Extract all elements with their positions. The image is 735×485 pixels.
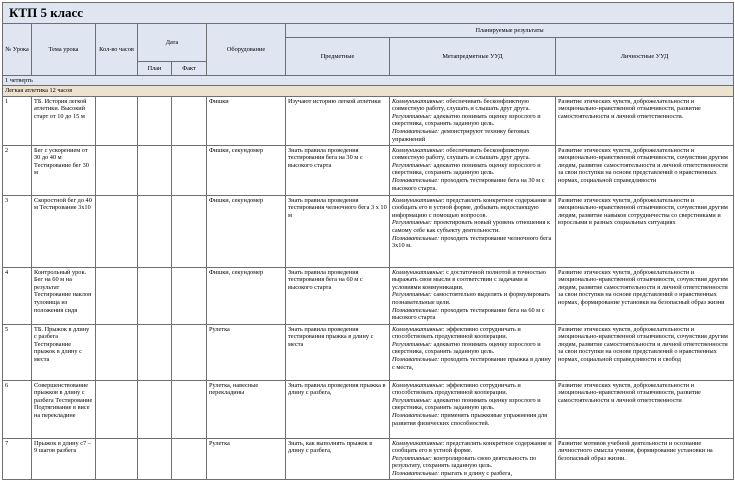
lesson-date-fact [172, 380, 207, 438]
uud-text: эффективно сотрудничать и способствовать продуктивной кооперации. [392, 381, 521, 397]
lesson-num: 5 [3, 324, 32, 380]
uud-kind: Коммуникативные: [392, 325, 445, 333]
uud-kind: Познавательные: [392, 127, 440, 135]
lesson-hours [96, 380, 138, 438]
uud-item [392, 219, 553, 234]
lesson-date-fact [172, 96, 207, 145]
quarter-label: 1 четверть [3, 76, 734, 86]
uud-text: представлять конкретное содержание и сообщать его в устной форме, добывать недостающую информацию с помощью вопросов. [392, 196, 552, 219]
uud-kind: Познавательные: [392, 306, 440, 314]
lesson-date-fact [172, 195, 207, 267]
table-row [3, 96, 734, 145]
lesson-hours [96, 96, 138, 145]
table-row [3, 324, 734, 380]
lesson-hours [96, 438, 138, 479]
lesson-subject-results: Знать правила проведения тестирования прыжка в длину с места [286, 324, 390, 380]
uud-text: проходить тестирование бега на 60 м с высокого старта [392, 306, 545, 322]
lesson-date-fact [172, 324, 207, 380]
uud-item [392, 341, 553, 356]
uud-kind: Познавательные: [392, 176, 440, 184]
lesson-date-fact [172, 438, 207, 479]
header-subject: Предметные [286, 38, 390, 76]
uud-item [392, 291, 553, 306]
table-row [3, 267, 734, 324]
lesson-hours [96, 324, 138, 380]
uud-text: обеспечивать бесконфликтную совместную работу, слушать и слышать друг друга. [392, 146, 531, 162]
header-personal: Личностные УУД [556, 38, 734, 76]
lesson-personal-results: Развитие мотивов учебной деятельности и осознание личностного смысла учения, формирование установки на безопасный образ жизни. [556, 438, 734, 479]
uud-kind: Познавательные: [392, 411, 440, 419]
lesson-date-fact [172, 145, 207, 195]
table-row [3, 195, 734, 267]
header-hours: Кол-во часов [96, 24, 138, 76]
uud-item [392, 470, 553, 478]
uud-item [392, 128, 553, 143]
uud-kind: Регулятивные: [392, 161, 432, 169]
lesson-subject-results: Знать правила проведения тестирования челночного бега 3 х 10 м [286, 195, 390, 267]
uud-kind: Познавательные: [392, 469, 440, 477]
lesson-meta-results [390, 438, 556, 479]
lesson-meta-results [390, 380, 556, 438]
lesson-topic: Прыжок в длину с7 – 9 шагов разбега [32, 438, 96, 479]
uud-item [392, 177, 553, 192]
uud-text: самостоятельно выделять и формулировать познавательные цели. [392, 291, 550, 306]
lesson-date-plan [138, 96, 172, 145]
uud-item [392, 382, 553, 397]
lesson-date-plan [138, 267, 172, 324]
lesson-topic: Контрольный урок. Бег на 60 м на результат Тестирование наклон туловища из положения сидя [32, 267, 96, 324]
uud-item [392, 197, 553, 220]
lesson-num: 6 [3, 380, 32, 438]
uud-text: проходить тестирование бега на 30 м с высокого старта. [392, 176, 545, 192]
uud-text: контролировать свою деятельность по результату, сохранять заданную цель. [392, 454, 537, 470]
lesson-personal-results: Развитие этических чувств, доброжелательности и эмоционально-нравственной отзывчивости, сочувствия другим людям, развитие самостоятельности и личной ответственности за свои поступки на основе представлений о нравственных нормах, формирование установки на безопасный образ жизни [556, 267, 734, 324]
lesson-personal-results: Развитие этических чувств, доброжелательности и эмоционально-нравственной отзывчивости, сочувствия другим людям, развитие самостоятельности и личной ответственности за свои поступки на основе представлений о нравственных нормах, социальной справедливости и свобод [556, 324, 734, 380]
uud-item [392, 235, 553, 250]
header-plan: План [138, 62, 172, 76]
uud-text: с достаточной полнотой и точностью выражать свои мысли в соответствии с задачами и условиями коммуникации. [392, 268, 546, 291]
uud-text: обеспечивать бесконфликтную совместную работу, слушать и слышать друг друга. [392, 97, 531, 113]
header-meta: Метапредметные УУД [390, 38, 556, 76]
lesson-meta-results [390, 267, 556, 324]
uud-item [392, 147, 553, 162]
uud-item [392, 356, 553, 371]
section-row [3, 86, 734, 96]
lesson-hours [96, 145, 138, 195]
lesson-equipment: Рулетка, навесные перекладины [207, 380, 286, 438]
uud-kind: Регулятивные: [392, 454, 432, 462]
uud-kind: Познавательные: [392, 355, 440, 363]
lesson-date-plan [138, 438, 172, 479]
uud-text: представлять конкретное содержание и сообщать его в устной форме. [392, 439, 552, 455]
lesson-meta-results [390, 195, 556, 267]
ktp-table [2, 2, 734, 480]
lesson-equipment: Фишки [207, 96, 286, 145]
lesson-subject-results: Знать правила проведения прыжка в длину с разбега, [286, 380, 390, 438]
section-label: Легкая атлетика 12 часов [3, 86, 734, 96]
lesson-num: 2 [3, 145, 32, 195]
lesson-topic: Совершенствование прыжков в длину с разбега Тестирование Подтягивание в висе на перекладине [32, 380, 96, 438]
uud-kind: Познавательные: [392, 234, 440, 242]
uud-item [392, 98, 553, 113]
uud-kind: Коммуникативные: [392, 268, 445, 276]
lesson-personal-results: Развитие этических чувств, доброжелательности и эмоционально-нравственной отзывчивости, сочувствия другим людям, развитие самостоятельности и личной ответственности за свои поступки на основе представлений о нравственных нормах, социальной справедливости [556, 145, 734, 195]
lesson-date-plan [138, 195, 172, 267]
header-equipment: Оборудование [207, 24, 286, 76]
uud-text: адекватно понимать оценку взрослого и сверстника, сохранять заданную цель. [392, 112, 541, 128]
header-date: Дата [138, 24, 207, 62]
lesson-subject-results: Знать, как выполнять прыжок в длину с разбега, [286, 438, 390, 479]
lesson-topic: ТБ. Прыжок в длину с разбега Тестирование прыжок в длину с места [32, 324, 96, 380]
quarter-row [3, 76, 734, 86]
lesson-equipment: Рулетка [207, 438, 286, 479]
table-row [3, 380, 734, 438]
lesson-num: 7 [3, 438, 32, 479]
uud-kind: Коммуникативные: [392, 439, 445, 447]
header-results: Планируемые результаты [286, 24, 734, 38]
header-topic: Тема урока [32, 24, 96, 76]
lesson-num: 1 [3, 96, 32, 145]
lesson-subject-results: Изучают историю легкой атлетики [286, 96, 390, 145]
lesson-date-plan [138, 380, 172, 438]
lesson-personal-results: Развитие этических чувств, доброжелательности и эмоционально-нравственной отзывчивости, развитие самостоятельности и личной ответственности [556, 380, 734, 438]
lesson-topic: ТБ. История легкой атлетики. Высокий старт от 10 до 15 м [32, 96, 96, 145]
uud-item [392, 412, 553, 427]
uud-kind: Регулятивные: [392, 291, 432, 299]
uud-item [392, 162, 553, 177]
lesson-topic: Скоростной бег до 40 м Тестирование 3х10 [32, 195, 96, 267]
uud-text: прыгать в длину с разбега, [439, 469, 513, 477]
table-row [3, 438, 734, 479]
uud-text: адекватно понимать оценку взрослого и сверстника, сохранять заданную цель. [392, 161, 541, 177]
lesson-topic: Бег с ускорением от 30 до 40 м Тестирование бег 30 м [32, 145, 96, 195]
lesson-personal-results: Развитие этических чувств, доброжелательности и эмоционально-нравственной отзывчивости, развитие самостоятельности и личной ответственности. [556, 96, 734, 145]
uud-item [392, 455, 553, 470]
lesson-date-plan [138, 324, 172, 380]
uud-item [392, 397, 553, 412]
uud-item [392, 113, 553, 128]
lesson-hours [96, 195, 138, 267]
uud-text: эффективно сотрудничать и способствовать продуктивной кооперации. [392, 325, 521, 341]
uud-text: адекватно понимать оценку взрослого и сверстника, сохранять заданную цель. [392, 340, 541, 356]
uud-kind: Регулятивные: [392, 112, 432, 120]
header-num: № Урока [3, 24, 32, 76]
lesson-num: 3 [3, 195, 32, 267]
lesson-date-plan [138, 145, 172, 195]
lesson-hours [96, 267, 138, 324]
lesson-num: 4 [3, 267, 32, 324]
uud-text: проходить тестирование прыжка в длину с места, [392, 355, 551, 371]
uud-kind: Коммуникативные: [392, 146, 445, 154]
lesson-subject-results: Знать правила проведения тестирования бега на 60 м с высокого старта [286, 267, 390, 324]
lesson-meta-results [390, 145, 556, 195]
lesson-equipment: Фишки, секундомер [207, 145, 286, 195]
document-title: КТП 5 класс [3, 3, 734, 24]
uud-kind: Коммуникативные: [392, 196, 445, 204]
uud-item [392, 269, 553, 292]
lesson-date-fact [172, 267, 207, 324]
lesson-equipment: Фишки, секундомер [207, 195, 286, 267]
uud-text: применять прыжковые упражнения для развития физических способностей. [392, 411, 547, 427]
uud-text: проектировать новый уровень отношения к самому себе как субъекту деятельности. [392, 219, 551, 234]
uud-kind: Регулятивные: [392, 396, 432, 404]
lesson-meta-results [390, 324, 556, 380]
uud-item [392, 440, 553, 455]
lesson-subject-results: Знать правила проведения тестирования бега на 30 м с высокого старта [286, 145, 390, 195]
uud-kind: Коммуникативные: [392, 381, 445, 389]
uud-item [392, 307, 553, 322]
lesson-meta-results [390, 96, 556, 145]
lesson-personal-results: Развитие этических чувств, доброжелательности и эмоционально-нравственной отзывчивости, сочувствия другим людям, развитие навыков сотрудничества со сверстниками и взрослыми в разных социальных ситуациях [556, 195, 734, 267]
uud-text: адекватно понимать оценку взрослого и сверстника, сохранять заданную цель. [392, 396, 541, 412]
lesson-equipment: Рулетка [207, 324, 286, 380]
uud-kind: Регулятивные: [392, 340, 432, 348]
lesson-equipment: Фишки, секундомер [207, 267, 286, 324]
uud-text: проходить тестирование челночного бега 3х10 м. [392, 234, 552, 250]
table-row [3, 145, 734, 195]
uud-kind: Регулятивные: [392, 219, 432, 227]
uud-kind: Коммуникативные: [392, 97, 445, 105]
uud-text: демонстрируют технику беговых упражнений [392, 127, 530, 143]
uud-item [392, 326, 553, 341]
header-fact: Факт [172, 62, 207, 76]
